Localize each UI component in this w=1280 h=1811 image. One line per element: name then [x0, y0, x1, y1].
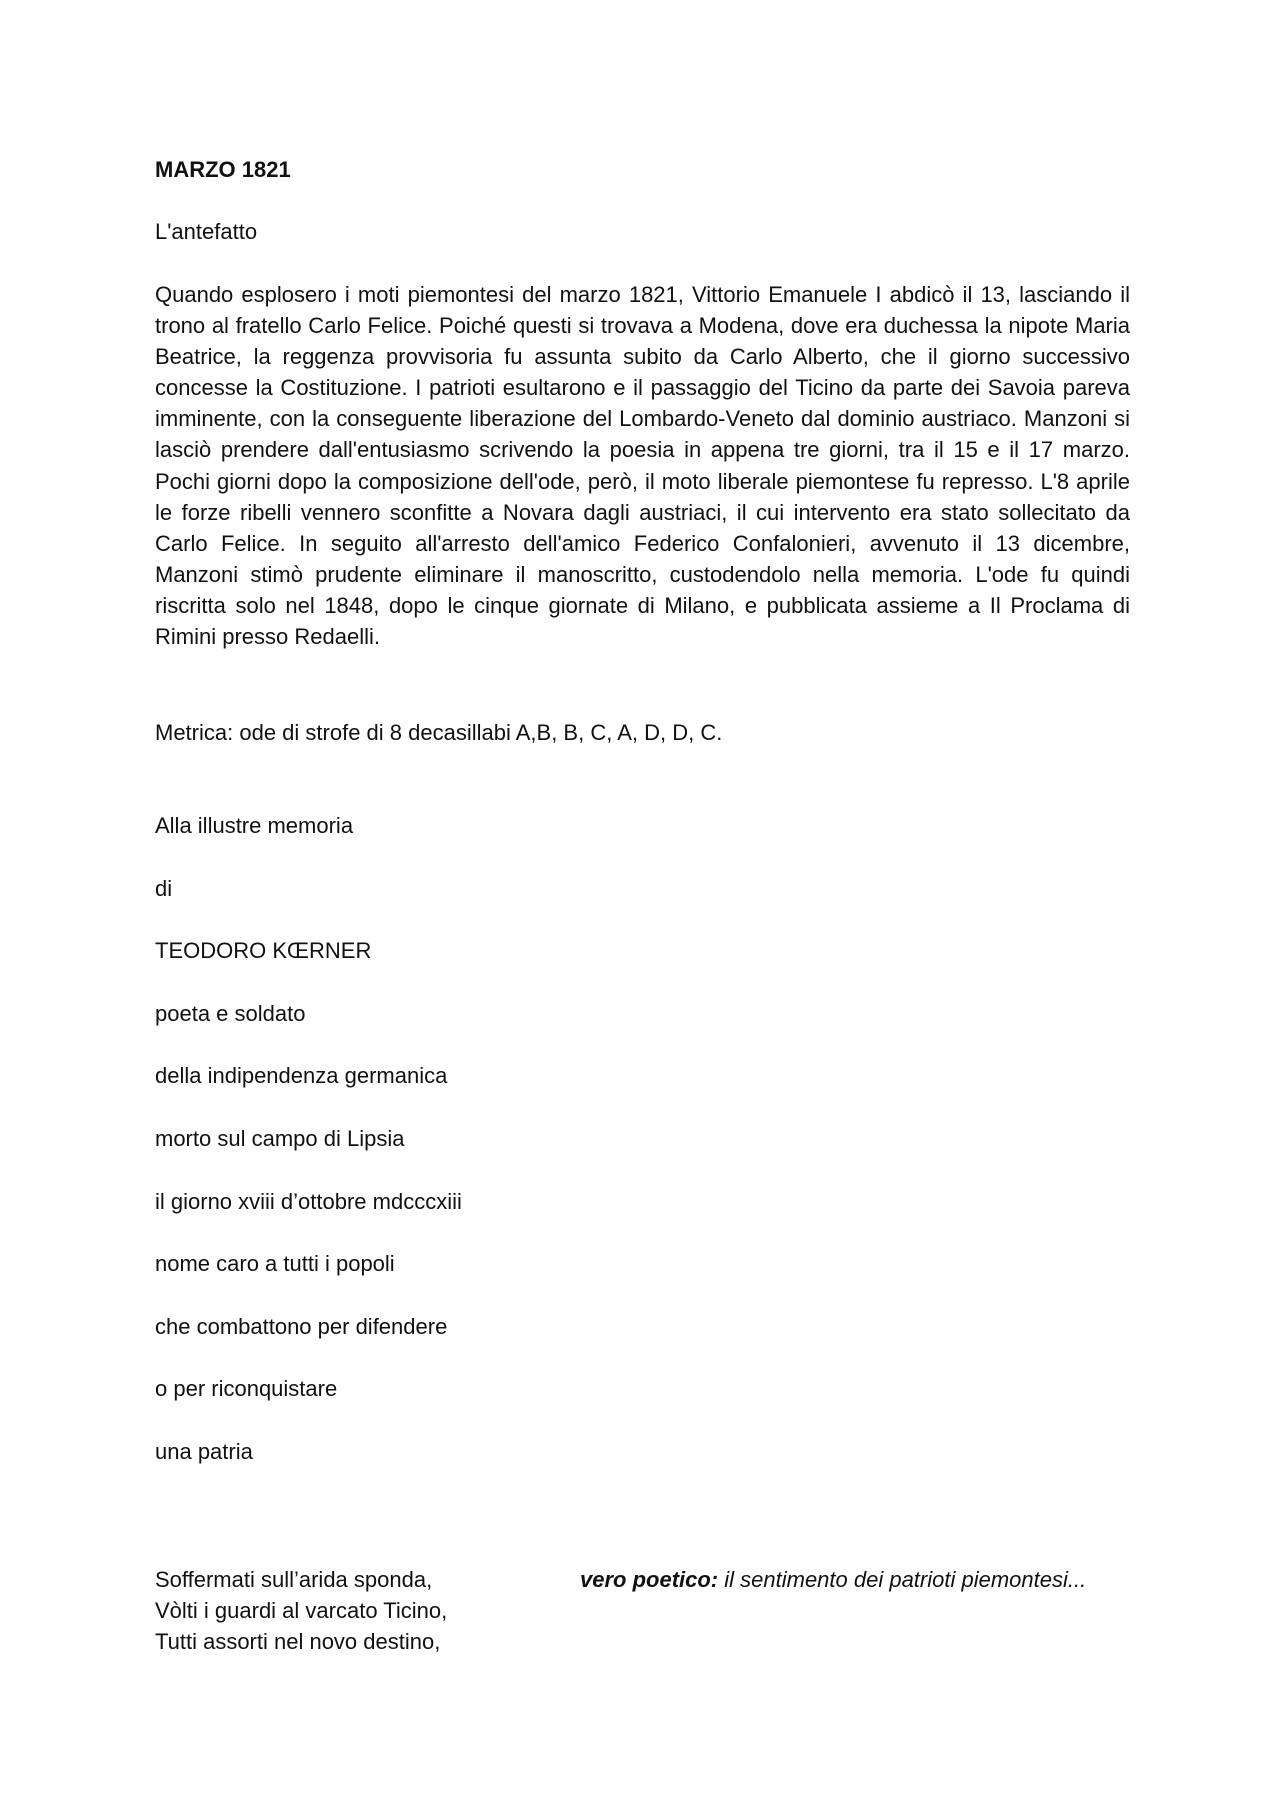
note-label: vero poetico: [580, 1567, 719, 1592]
section-heading: L'antefatto [155, 219, 258, 244]
poem-verses [155, 1564, 447, 1657]
dedication [155, 810, 462, 1499]
dedication-line: TEODORO KŒRNER [155, 938, 372, 964]
dedication-line: della indipendenza germanica [155, 1063, 448, 1089]
verse-line: Soffermati sull’arida sponda, [155, 1567, 433, 1592]
dedication-line: una patria [155, 1438, 253, 1464]
dedication-line: poeta e soldato [155, 1000, 306, 1026]
note-text: il sentimento dei patrioti piemontesi... [718, 1567, 1087, 1592]
verse-line: Tutti assorti nel novo destino, [155, 1629, 441, 1654]
dedication-line: nome caro a tutti i popoli [155, 1251, 395, 1277]
dedication-line: o per riconquistare [155, 1376, 338, 1402]
dedication-line: il giorno xviii d’ottobre mdcccxiii [155, 1188, 462, 1214]
intro-paragraph: Quando esplosero i moti piemontesi del marzo 1821, Vittorio Emanuele I abdicò il 13, lasciando il trono al fratello Carlo Felice. Poiché questi si trovava a Modena, dove era duchessa la nipote Maria Beatrice, la reggenza provvisoria fu assunta subito da Carlo Alberto, che il giorno successivo concesse la Costituzione. I patrioti esultarono e il passaggio del Ticino da parte dei Savoia pareva imminente, con la conseguente liberazione del Lombardo-Veneto dal dominio austriaco. Manzoni si lasciò prendere dall'entusiasmo scrivendo la poesia in appena tre giorni, tra il 15 e il 17 marzo. Pochi giorni dopo la composizione dell'ode, però, il moto liberale piemontese fu represso. L'8 aprile le forze ribelli vennero sconfitte a Novara dagli austriaci, il cui intervento era stato sollecitato da Carlo Felice. In seguito all'arresto dell'amico Federico Confalonieri, avvenuto il 13 dicembre, Manzoni stimò prudente eliminare il manoscritto, custodendolo nella memoria. L'ode fu quindi riscritta solo nel 1848, dopo le cinque giornate di Milano, e pubblicata assieme a Il Proclama di Rimini presso Redaelli. [155, 282, 1130, 650]
dedication-line: morto sul campo di Lipsia [155, 1125, 405, 1151]
document-title: MARZO 1821 [155, 157, 291, 182]
dedication-line: Alla illustre memoria [155, 813, 354, 838]
margin-note [580, 1564, 1086, 1595]
dedication-line: di [155, 875, 173, 901]
verse-line: Vòlti i guardi al varcato Ticino, [155, 1598, 448, 1623]
metrica-line: Metrica: ode di strofe di 8 decasillabi A,B, B, C, A, D, D, C. [155, 720, 723, 745]
dedication-line: che combattono per difendere [155, 1313, 448, 1339]
